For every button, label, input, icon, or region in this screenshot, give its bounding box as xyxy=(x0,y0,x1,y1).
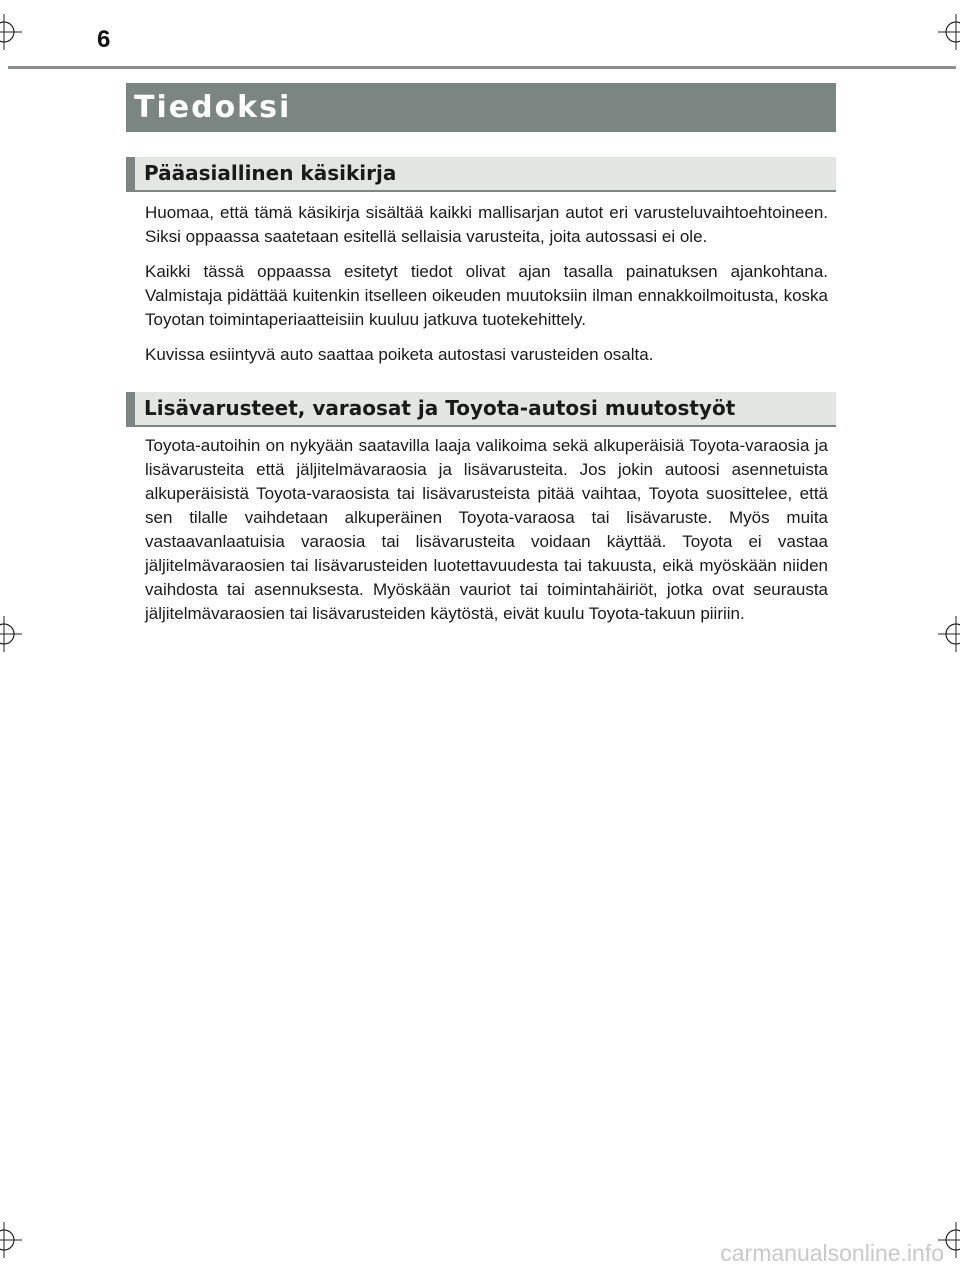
page-number: 6 xyxy=(97,26,111,53)
section-title: Lisävarusteet, varaosat ja Toyota-autosi muutostyöt xyxy=(144,396,736,420)
registration-mark-icon xyxy=(0,14,22,50)
registration-mark-icon xyxy=(0,616,22,652)
registration-mark-icon xyxy=(0,1222,22,1258)
section-body xyxy=(145,434,828,637)
header-rule xyxy=(8,66,956,69)
chapter-title: Tiedoksi xyxy=(134,90,292,125)
paragraph: Kuvissa esiintyvä auto saattaa poiketa autostasi varusteiden osalta. xyxy=(145,345,654,364)
paragraph: Huomaa, että tämä käsikirja sisältää kaikki mallisarjan autot eri varusteluvaihtoehtoineen. Siksi oppaassa saatetaan esitellä sellaisia varusteita, joita autossasi ei ole. xyxy=(145,203,828,246)
watermark: carmanualsonline.info xyxy=(720,1240,944,1266)
chapter-header xyxy=(126,83,836,132)
paragraph: Toyota-autoihin on nykyään saatavilla laaja valikoima sekä alkuperäisiä Toyota-varaosia ja lisävarusteita että jäljitelmävaraosia ja lisävarusteita. Jos jokin autoosi asennetuista alkuperäisistä Toyota-varaosista tai lisävarusteista pitää vaihtaa, Toyota suosittelee, että sen tilalle vaihdetaan alkuperäinen Toyota-varaosa tai lisävaruste. Myös muita vastaavanlaatuisia varaosia tai lisävarusteita voidaan käyttää. Toyota ei vastaa jäljitelmävaraosien tai lisävarusteiden luotettavuudesta tai takuusta, eikä myöskään niiden vaihdosta tai asennuksesta. Myöskään vauriot tai toimintahäiriöt, jotka ovat seurausta jäljitelmävaraosien tai lisävarusteiden käytöstä, eivät kuulu Toyota-takuun piiriin. xyxy=(145,436,828,623)
registration-mark-icon xyxy=(938,14,960,50)
section-header xyxy=(126,157,836,190)
section-body xyxy=(145,201,828,378)
registration-mark-icon xyxy=(938,616,960,652)
section-title: Pääasiallinen käsikirja xyxy=(144,161,397,185)
paragraph: Kaikki tässä oppaassa esitetyt tiedot olivat ajan tasalla painatuksen ajankohtana. Valmistaja pidättää kuitenkin itselleen oikeuden muutoksiin ilman ennakkoilmoitusta, koska Toyotan toimintaperiaatteisiin kuuluu jatkuva tuotekehittely. xyxy=(145,262,828,329)
section-header xyxy=(126,392,836,425)
